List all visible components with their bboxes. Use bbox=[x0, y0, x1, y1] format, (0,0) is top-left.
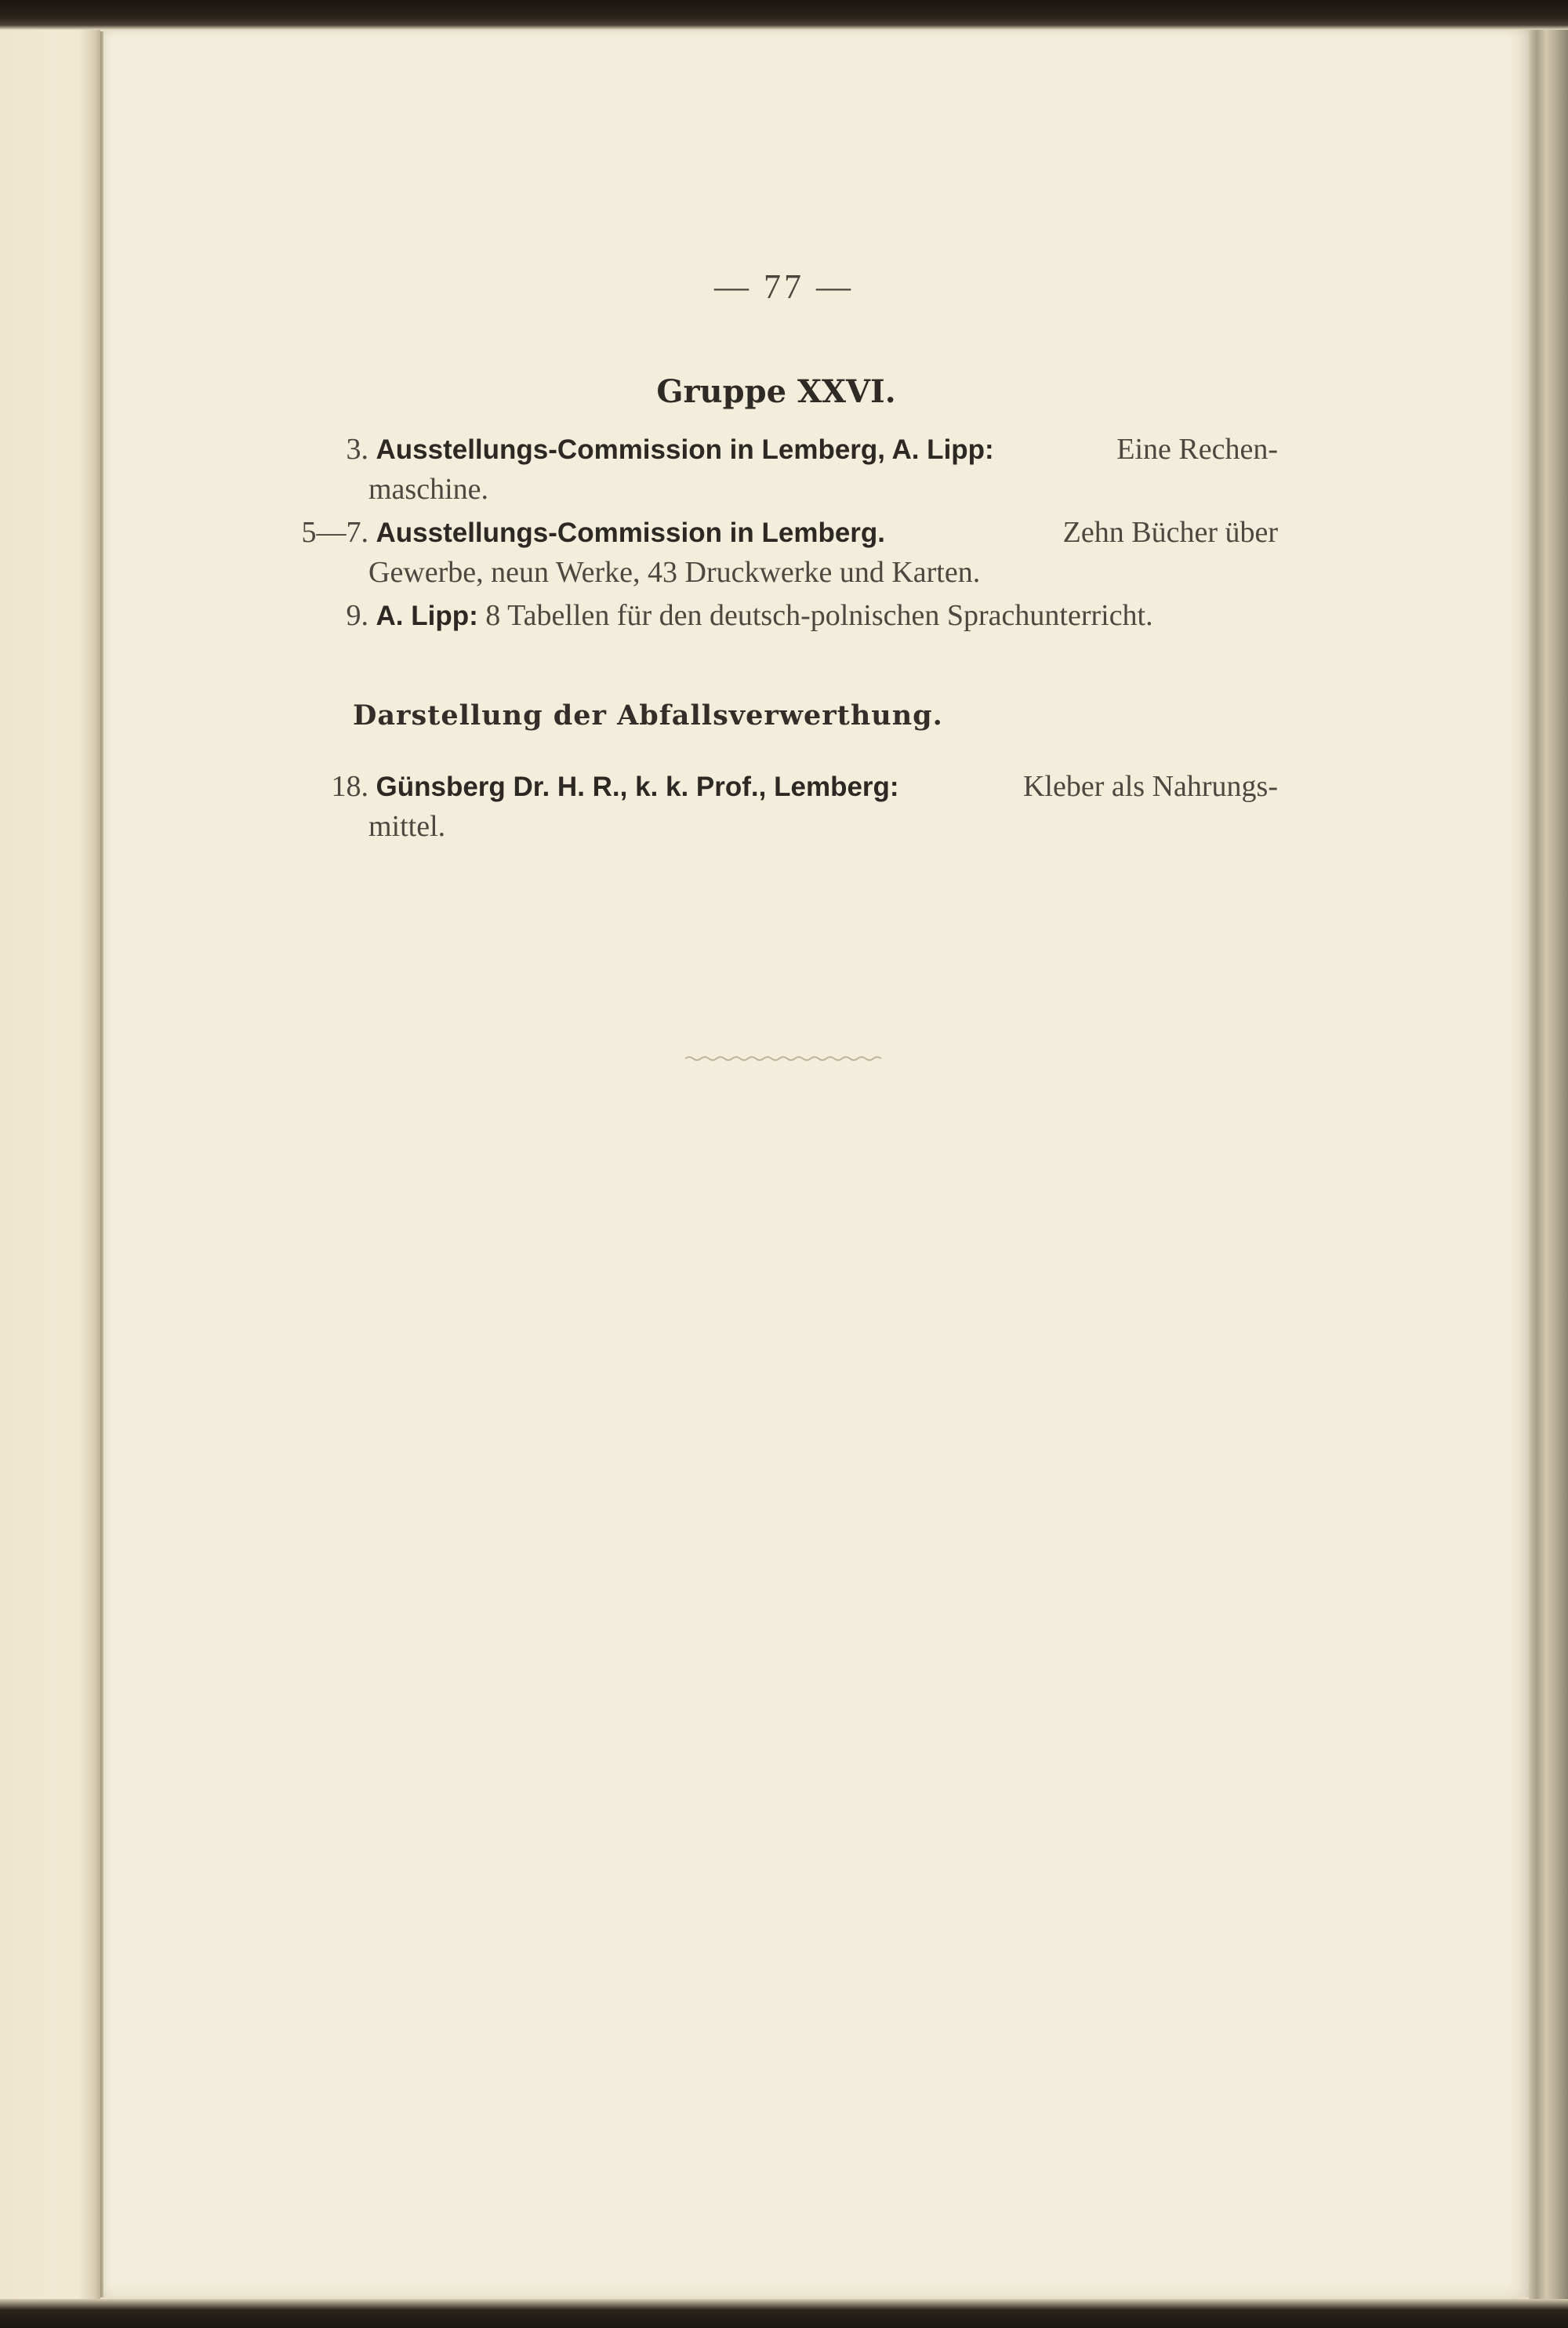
entry-continuation: Gewerbe, neun Werke, 43 Druckwerke und Karten. bbox=[368, 556, 981, 589]
entry-first-line bbox=[274, 430, 1278, 470]
entry-first-line bbox=[274, 513, 1278, 553]
scan-top-edge bbox=[0, 0, 1568, 30]
entry-description: Eine Rechen- bbox=[1116, 433, 1278, 466]
entry-number: 9. bbox=[346, 599, 368, 632]
section-heading: Darstellung der Abfallsverwerthung. bbox=[353, 699, 943, 732]
ornamental-divider bbox=[685, 1055, 881, 1062]
entry-item bbox=[274, 596, 1278, 636]
entry-exhibitor: A. Lipp: bbox=[376, 601, 478, 631]
left-page-edge bbox=[0, 24, 100, 2305]
entry-first-line bbox=[274, 767, 1278, 807]
scan-bottom-edge bbox=[0, 2299, 1568, 2328]
entry-head bbox=[274, 767, 899, 807]
entry-first-line bbox=[274, 596, 1278, 636]
entry-item bbox=[274, 767, 1278, 846]
entry-description: 8 Tabellen für den deutsch-polnischen Sprachunterricht. bbox=[485, 599, 1153, 632]
entry-number: 5—7. bbox=[301, 516, 368, 549]
entry-number: 3. bbox=[346, 433, 368, 466]
entry-exhibitor: Günsberg Dr. H. R., k. k. Prof., Lemberg: bbox=[376, 772, 899, 802]
entry-head bbox=[274, 513, 885, 553]
group-heading: Gruppe XXVI. bbox=[656, 373, 896, 410]
page-number: — 77 — bbox=[714, 267, 854, 306]
entry-head bbox=[274, 430, 994, 470]
entry-continuation: maschine. bbox=[368, 473, 489, 506]
page bbox=[103, 24, 1529, 2297]
entry-description: Zehn Bücher über bbox=[1062, 516, 1278, 549]
entry-exhibitor: Ausstellungs-Commission in Lemberg. bbox=[376, 518, 886, 548]
entry-item bbox=[274, 430, 1278, 509]
entry-description: Kleber als Nahrungs- bbox=[1022, 770, 1278, 803]
right-page-edge bbox=[1529, 24, 1568, 2305]
entry-continuation: mittel. bbox=[368, 810, 446, 843]
entry-item bbox=[274, 513, 1278, 592]
entry-number: 18. bbox=[331, 770, 368, 803]
entry-exhibitor: Ausstellungs-Commission in Lemberg, A. Lipp: bbox=[376, 434, 994, 465]
